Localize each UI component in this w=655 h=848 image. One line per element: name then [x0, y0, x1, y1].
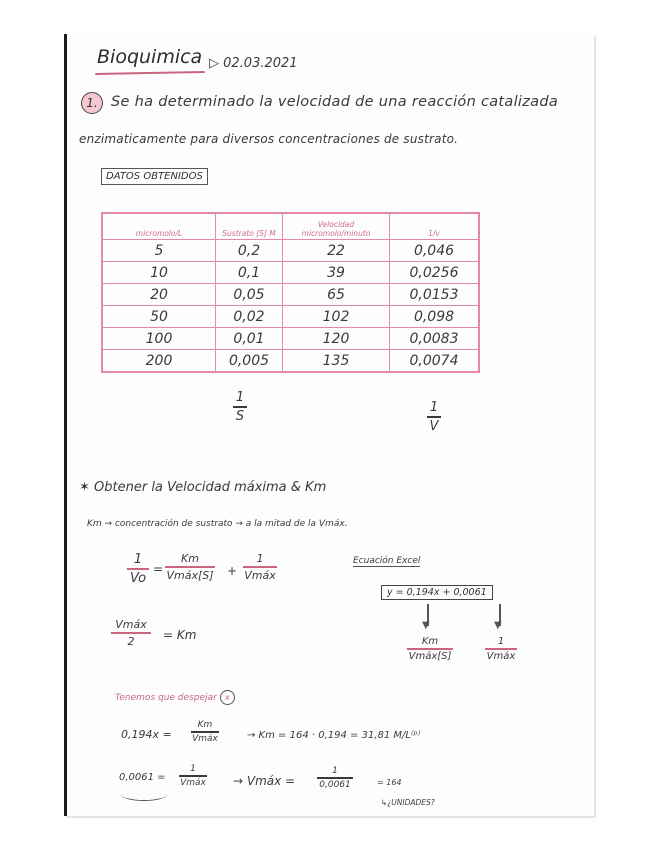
excel-v-fraction — [485, 636, 517, 662]
title-underline — [95, 71, 205, 75]
table-cell: 0,02 — [216, 306, 283, 328]
table-row — [102, 328, 479, 350]
table-cell: 22 — [283, 240, 390, 262]
header-cell: 1/v — [390, 213, 480, 240]
table-cell: 0,05 — [216, 284, 283, 306]
vmax-result-fraction — [317, 766, 353, 790]
section-heading: ✶ Obtener la Velocidad máxima & Km — [79, 480, 327, 495]
arrow-down-icon: ▼ — [494, 620, 502, 631]
notebook-page — [64, 34, 594, 816]
solve-intro-text: Tenemos que despejar — [115, 693, 217, 703]
eq1-mid-fraction — [165, 552, 215, 582]
fraction-bar — [243, 566, 277, 568]
km-equation-fraction — [191, 720, 219, 744]
table-cell: 65 — [283, 284, 390, 306]
excel-km-fraction — [407, 636, 453, 662]
excel-equation: y = 0,194x + 0,0061 — [381, 585, 493, 600]
page-title: Bioquimica — [97, 46, 203, 68]
table-cell: 135 — [283, 350, 390, 373]
fraction-bar — [233, 406, 247, 408]
km-definition: Km → concentración de sustrato → a la mitad de la Vmáx. — [87, 519, 348, 529]
fraction-numerator: Km — [421, 636, 439, 647]
table-cell: 10 — [102, 262, 216, 284]
variable-x-circle: x — [220, 690, 235, 705]
data-table — [101, 212, 480, 373]
fraction-bar — [191, 731, 219, 733]
inverse-v-label — [427, 400, 441, 434]
vmax-equation-fraction — [179, 764, 207, 788]
arrow-down-icon: ▼ — [422, 620, 430, 631]
fraction-numerator: Vmáx — [115, 618, 147, 631]
header-cell: Sustrato [S] M — [216, 213, 283, 240]
fraction-numerator: 1 — [332, 766, 338, 776]
fraction-denominator: Vmáx[S] — [408, 650, 452, 662]
fraction-denominator: Vo — [129, 570, 147, 586]
eq1-right-fraction — [243, 552, 277, 582]
page-date: ▷ 02.03.2021 — [209, 56, 298, 71]
fraction-bar — [165, 566, 215, 568]
fraction-denominator: Vmáx — [244, 568, 276, 582]
equals-sign: = — [153, 562, 164, 576]
excel-equation-label: Ecuación Excel — [353, 556, 421, 566]
table-cell: 5 — [102, 240, 216, 262]
inverse-s-label — [233, 390, 247, 424]
fraction-bar — [179, 775, 207, 777]
table-cell: 200 — [102, 350, 216, 373]
vmax-result: = 164 — [377, 778, 402, 787]
fraction-bar — [485, 648, 517, 650]
table-cell: 0,2 — [216, 240, 283, 262]
solve-intro — [115, 690, 235, 705]
fraction-numerator: Km — [197, 720, 213, 730]
table-header-row — [102, 213, 479, 240]
table-cell: 0,0074 — [390, 350, 480, 373]
km-equation-left: 0,194x = — [121, 728, 172, 741]
header-cell: micromolo/L — [102, 213, 216, 240]
km-result: → Km = 164 · 0,194 = 31,81 M/L⁽ᵖ⁾ — [247, 730, 421, 741]
table-row — [102, 306, 479, 328]
table-cell: 0,005 — [216, 350, 283, 373]
fraction-bar — [111, 632, 151, 634]
eq1-left-fraction — [127, 552, 149, 586]
plus-sign: + — [227, 564, 238, 578]
table-cell: 120 — [283, 328, 390, 350]
fraction-denominator: 0,0061 — [319, 779, 351, 790]
fraction-numerator: 1 — [497, 636, 505, 647]
problem-statement-line1: Se ha determinado la velocidad de una reacción catalizada — [111, 94, 559, 110]
table-cell: 0,098 — [390, 306, 480, 328]
problem-number: 1. — [81, 92, 103, 114]
eq2-fraction — [111, 618, 151, 648]
fraction-denominator: Vmáx — [192, 733, 218, 744]
fraction-numerator: Km — [181, 552, 199, 565]
problem-statement-line2: enzimaticamente para diversos concentraciones de sustrato. — [79, 132, 459, 146]
fraction-bar — [127, 568, 149, 570]
fraction-denominator: Vmáx[S] — [166, 568, 214, 582]
table-row — [102, 350, 479, 373]
fraction-numerator: 1 — [235, 390, 245, 405]
fraction-denominator: Vmáx — [486, 650, 516, 662]
table-cell: 0,0256 — [390, 262, 480, 284]
fraction-denominator: 2 — [127, 634, 135, 648]
vmax-arrow-label: → Vmáx = — [233, 774, 296, 788]
fraction-numerator: 1 — [256, 552, 264, 565]
fraction-bar — [317, 777, 353, 779]
fraction-bar — [407, 648, 453, 650]
table-cell: 0,046 — [390, 240, 480, 262]
table-title: DATOS OBTENIDOS — [101, 168, 208, 185]
fraction-bar — [427, 416, 441, 418]
units-question: ↳¿UNIDADES? — [381, 798, 435, 807]
fraction-numerator: 1 — [133, 552, 143, 567]
table-cell: 39 — [283, 262, 390, 284]
table-cell: 102 — [283, 306, 390, 328]
vmax-equation-left: 0,0061 = — [119, 772, 166, 783]
fraction-numerator: 1 — [190, 764, 196, 774]
table-cell: 0,01 — [216, 328, 283, 350]
table-cell: 100 — [102, 328, 216, 350]
table-row — [102, 262, 479, 284]
table-cell: 20 — [102, 284, 216, 306]
eq2-rhs: = Km — [163, 628, 197, 642]
fraction-denominator: S — [235, 408, 245, 424]
header-cell: Velocidad micromolo/minuto — [283, 213, 390, 240]
fraction-numerator: 1 — [429, 400, 439, 415]
table-row — [102, 284, 479, 306]
table-cell: 50 — [102, 306, 216, 328]
table-cell: 0,1 — [216, 262, 283, 284]
table-cell: 0,0153 — [390, 284, 480, 306]
table-cell: 0,0083 — [390, 328, 480, 350]
table-row — [102, 240, 479, 262]
fraction-denominator: Vmáx — [180, 777, 206, 788]
curved-arrow — [121, 788, 167, 801]
fraction-denominator: V — [429, 418, 439, 434]
